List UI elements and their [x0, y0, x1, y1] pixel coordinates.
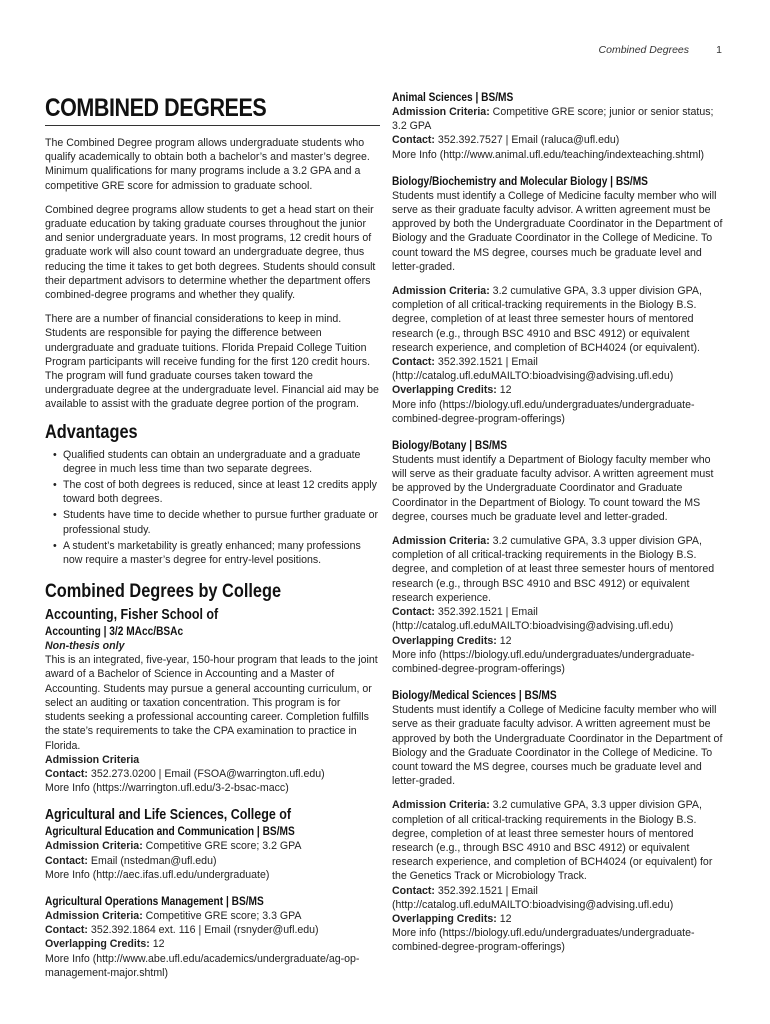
- admission-label: Admission Criteria:: [392, 285, 490, 298]
- program-heading-accounting: Accounting | 3/2 MAcc/BSAc: [45, 624, 184, 639]
- contact-label: Contact:: [392, 134, 435, 147]
- page-title: COMBINED DEGREES: [45, 94, 267, 122]
- admission-criteria: 3.2 cumulative GPA, 3.3 upper division GPA, completion of all critical-tracking requirements in the Biology B.S. degree, and completion of at least three semester hours of mentored research (e.g., through BSC 4910 and BSC 4912) or equivalent research experience.: [392, 535, 715, 604]
- overlap-label: Overlapping Credits:: [392, 634, 497, 647]
- list-item: • The cost of both degrees is reduced, since at least 12 credits apply toward both degrees.: [63, 478, 380, 506]
- more-info-link[interactable]: More info (https://biology.ufl.edu/undergraduates/undergraduate-combined-degree-program-offerings): [392, 648, 695, 675]
- intro-paragraph: There are a number of financial considerations to keep in mind. Students are responsible for paying the difference between undergraduate and graduate tuitions. Florida Prepaid College Tuition Program participants will receive funding for the first 120 credit hours. The program will fund graduate courses taken toward the undergraduate degree at the undergraduate level. Financial aid may be available to assist with the graduate degree portion of the program.: [45, 313, 379, 411]
- page-number: 1: [716, 44, 722, 56]
- contact-label: Contact:: [392, 356, 435, 369]
- admission-label: Admission Criteria:: [45, 840, 143, 853]
- intro-paragraph: Combined degree programs allow students to get a head start on their graduate education by taking graduate courses throughout the junior and senior undergraduate years. In most programs, 12 credit hours of graduate work will also count toward an undergraduate degree, thus reducing the time it takes to get both degrees. Students should consult their department advisors to determine whether the department offers combined-degree programs and whether they qualify.: [45, 203, 376, 302]
- intro-paragraph: The Combined Degree program allows undergraduate students who qualify academically to obtain both a bachelor’s and master’s degree. Minimum qualifications for many programs include a 3.2 GPA and a competitive GRE score for admission to graduate school.: [45, 137, 370, 192]
- overlap-label: Overlapping Credits:: [392, 912, 497, 925]
- more-info-link[interactable]: More Info (https://warrington.ufl.edu/3-2-bsac-macc): [45, 782, 289, 795]
- overlap-credits: 12: [499, 912, 512, 925]
- contact-label: Contact:: [45, 924, 88, 937]
- right-column: [392, 90, 727, 967]
- admission-label: Admission Criteria:: [392, 106, 490, 118]
- contact-label: Contact:: [392, 884, 435, 897]
- overlap-credits: 12: [152, 938, 165, 951]
- program-ag-education: [45, 839, 380, 882]
- program-botany: [392, 453, 727, 676]
- admission-criteria: Competitive GRE score; junior or senior status; 3.2 GPA: [392, 106, 714, 133]
- contact-info: 352.392.1521 | Email (http://catalog.ufl.eduMAILTO:bioadvising@advising.ufl.edu): [392, 884, 674, 911]
- contact-label: Contact:: [45, 767, 88, 780]
- list-item: • A student’s marketability is greatly enhanced; many professions now require a master’s degree for entry-level positions.: [63, 539, 380, 567]
- more-info-link[interactable]: More info (https://biology.ufl.edu/undergraduates/undergraduate-combined-degree-program-offerings): [392, 927, 695, 954]
- running-header-title: Combined Degrees: [598, 44, 689, 56]
- contact-info: 352.392.1864 ext. 116 | Email (rsnyder@ufl.edu): [90, 924, 319, 937]
- admission-label: Admission Criteria:: [392, 799, 490, 812]
- advantages-list: [45, 448, 380, 568]
- more-info-link[interactable]: More Info (http://www.animal.ufl.edu/teaching/indexteaching.shtml): [392, 148, 705, 161]
- by-college-heading: Combined Degrees by College: [45, 581, 282, 603]
- program-medical: [392, 703, 727, 954]
- program-description: Students must identify a College of Medicine faculty member who will serve as their graduate faculty advisor. A written agreement must be approved by both the Undergraduate Coordinator in the Department of Biology and the Graduate Coordinator in the College of Medicine. To count toward the MS degree, courses much be graduate level and letter-graded.: [392, 189, 723, 273]
- program-description: This is an integrated, five-year, 150-hour program that leads to the joint award of a Bachelor of Science in Accounting and a Master of Accounting. Students may pursue a general accounting curriculum, or select an auditing or taxation concentration. This program is for students seeking a professional accounting career. Completion fulfills the state’s requirements to take the CPA examination to practice in Florida.: [45, 654, 378, 752]
- admission-criteria: Competitive GRE score; 3.2 GPA: [145, 840, 302, 853]
- program-heading-biochem: Biology/Biochemistry and Molecular Biology | BS/MS: [392, 173, 648, 188]
- overlap-label: Overlapping Credits:: [392, 384, 497, 397]
- program-note: Non-thesis only: [45, 640, 125, 653]
- admission-criteria: Competitive GRE score; 3.3 GPA: [145, 909, 302, 922]
- contact-label: Contact:: [392, 606, 435, 619]
- admission-label: Admission Criteria:: [45, 909, 143, 922]
- contact-info: 352.392.1521 | Email (http://catalog.ufl.eduMAILTO:bioadvising@advising.ufl.edu): [392, 606, 674, 633]
- program-description: Students must identify a College of Medicine faculty member who will serve as their graduate faculty advisor. A written agreement must be approved by both the Undergraduate Coordinator in the Department of Biology and the Graduate Coordinator in the College of Medicine. To count toward the MS degree, courses much be graduate level and letter-graded.: [392, 704, 723, 788]
- program-ag-operations: [45, 909, 380, 980]
- contact-info: Email (nstedman@ufl.edu): [90, 854, 217, 867]
- admission-criteria: 3.2 cumulative GPA, 3.3 upper division GPA, completion of all critical-tracking requirements in the Biology B.S. degree, completion of at least three semester hours of mentored research (e.g., through BSC 4910 and BSC 4912) or equivalent research experience, and completion of BCH4024 (or equivalent) for the Genetics Track or Microbiology Track.: [392, 799, 713, 883]
- contact-info: 352.273.0200 | Email (FSOA@warrington.ufl.edu): [90, 767, 325, 780]
- college-heading-accounting: Accounting, Fisher School of: [45, 607, 219, 624]
- list-item: • Students have time to decide whether to pursue further graduate or professional study.: [63, 508, 380, 536]
- program-heading-botany: Biology/Botany | BS/MS: [392, 438, 508, 453]
- overlap-credits: 12: [499, 384, 512, 397]
- admission-label: Admission Criteria: [45, 753, 140, 766]
- program-heading-ag-education: Agricultural Education and Communication | BS/MS: [45, 824, 295, 839]
- list-item: • Qualified students can obtain an undergraduate and a graduate degree in much less time than two separate degrees.: [63, 448, 380, 476]
- program-animal: [392, 105, 727, 162]
- more-info-link[interactable]: More Info (http://www.abe.ufl.edu/academics/undergraduate/ag-op-management-major.shtml): [45, 952, 360, 979]
- contact-info: 352.392.1521 | Email (http://catalog.ufl.eduMAILTO:bioadvising@advising.ufl.edu): [392, 356, 674, 383]
- program-heading-animal: Animal Sciences | BS/MS: [392, 90, 514, 104]
- title-rule: [45, 125, 380, 126]
- advantages-heading: Advantages: [45, 421, 138, 443]
- overlap-credits: 12: [499, 634, 512, 647]
- program-heading-ag-operations: Agricultural Operations Management | BS/MS: [45, 893, 264, 908]
- college-heading-agriculture: Agricultural and Life Sciences, College of: [45, 807, 292, 824]
- left-column: [45, 90, 380, 992]
- more-info-link[interactable]: More Info (http://aec.ifas.ufl.edu/undergraduate): [45, 868, 270, 881]
- admission-criteria: 3.2 cumulative GPA, 3.3 upper division GPA, completion of all critical-tracking requirements in the Biology B.S. degree, completion of at least three semester hours of mentored research (e.g., through BSC 4910 and BSC 4912) or equivalent research experience, and completion of BCH4024 (or equivalent).: [392, 285, 702, 354]
- contact-label: Contact:: [45, 854, 88, 867]
- overlap-label: Overlapping Credits:: [45, 938, 150, 951]
- admission-label: Admission Criteria:: [392, 535, 490, 548]
- more-info-link[interactable]: More info (https://biology.ufl.edu/undergraduates/undergraduate-combined-degree-program-offerings): [392, 398, 695, 425]
- program-biochem: [392, 189, 727, 426]
- program-accounting: [45, 639, 380, 795]
- program-heading-medical: Biology/Medical Sciences | BS/MS: [392, 688, 557, 703]
- program-description: Students must identify a Department of Biology faculty member who will serve as their graduate faculty advisor. A written agreement must be approved by the Undergraduate Coordinator and Graduate Coordinator in the Department of Biology. To count toward the MS degree, courses much be graduate level and letter-graded.: [392, 454, 714, 523]
- contact-info: 352.392.7527 | Email (raluca@ufl.edu): [437, 134, 620, 147]
